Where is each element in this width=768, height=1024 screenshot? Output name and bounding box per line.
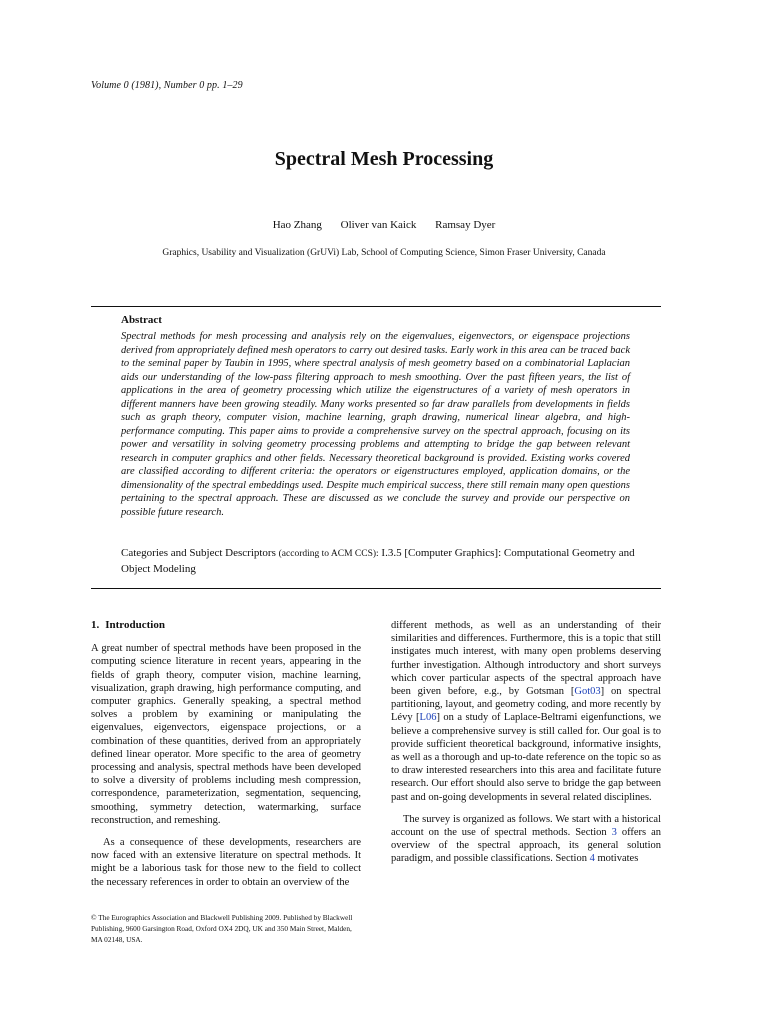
paragraph: As a consequence of these developments, researchers are now faced with an extensive literature on spectral methods. It might be a laborious task for those new to the field to collect the necessary references in order to obtain an overview of the xyxy=(91,837,361,888)
author-name: Hao Zhang xyxy=(272,219,322,231)
section-number: 1. xyxy=(91,619,100,631)
citation-link[interactable]: L06 xyxy=(419,712,437,724)
paper-title: Spectral Mesh Processing xyxy=(274,148,494,170)
affiliation: Graphics, Usability and Visualization (GrUVi) Lab, School of Computing Science, Simon Fraser University, Canada xyxy=(162,248,606,258)
section-heading xyxy=(91,619,361,632)
categories-descriptors xyxy=(121,546,636,577)
left-column xyxy=(91,619,361,898)
right-column xyxy=(391,619,661,875)
author-name: Oliver van Kaick xyxy=(340,219,417,231)
abstract-heading: Abstract xyxy=(121,314,162,326)
paragraph-text: offers an overview of the spectral approach, its general solution paradigm, and possible classifications. Section xyxy=(391,827,661,865)
paragraph-text: different methods, as well as an understanding of their similarities and differences. Furthermore, this is a topic that still instigates much interest, with many open problems deserving further investigation. Although introductory and short surveys which cover particular aspects of the spectral approach have been given before, e.g., by Gotsman [ xyxy=(391,620,661,698)
section-reference-link[interactable]: 3 xyxy=(611,827,617,839)
copyright-footnote: © The Eurographics Association and Blackwell Publishing 2009. Published by Blackwell Publishing, 9600 Garsington Road, Oxford OX4 2DQ, UK and 350 Main Street, Malden, MA 02148, USA. xyxy=(91,913,353,944)
abstract-top-rule xyxy=(91,306,661,307)
section-title: Introduction xyxy=(105,619,165,631)
categories-value: I.3.5 [Computer Graphics]: Computational Geometry and Object Modeling xyxy=(121,547,635,575)
paragraph-text: The survey is organized as follows. We start with a historical account on the use of spectral methods. Section xyxy=(391,813,661,839)
paragraph-text: motivates xyxy=(594,853,639,865)
categories-label: Categories and Subject Descriptors xyxy=(121,547,276,559)
abstract-text: Spectral methods for mesh processing and analysis rely on the eigenvalues, eigenvectors, or eigenspace projections derived from appropriately defined mesh operators to carry out desired tasks. Early work in this area can be traced back to the seminal paper by Taubin in 1995, where spectral analysis of mesh geometry based on a combinatorial Laplacian aids our understanding of the low-pass filtering approach to mesh smoothing. Over the past fifteen years, the list of applications in the area of geometry processing which utilize the eigenstructures of a variety of mesh operators in different manners have been growing steadily. Many works presented so far draw parallels from developments in fields such as graph theory, computer vision, machine learning, graph drawing, numerical linear algebra, and high-performance computing. This paper aims to provide a comprehensive survey on the spectral approach, focusing on its power and versatility in solving geometry processing problems and attempting to bridge the gap between relevant research in computer graphics and other fields. Necessary theoretical background is provided. Existing works covered are classified according to different criteria: the operators or eigenstructures employed, application domains, or the dimensionality of the spectral embeddings used. Despite much empirical success, there still remain many open questions pertaining to the spectral approach. These are discussed as we conclude the survey and provide our perspective on possible future research. xyxy=(121,331,630,518)
paragraph: A great number of spectral methods have been proposed in the computing science literature in recent years, appearing in the fields of graph theory, computer vision, machine learning, visualization, graph drawing, high performance computing, and computer graphics. Generally speaking, a spectral method solves a problem by examining or manipulating the eigenvalues, eigenvectors, eigenspace projections, or a combination of these quantities, derived from an appropriately defined linear operator. More specific to the area of geometry processing and analysis, spectral methods have been developed to solve a diversity of problems including mesh compression, correspondence, parameterization, segmentation, sequencing, smoothing, symmetry detection, watermarking, surface reconstruction, and remeshing. xyxy=(91,643,361,826)
paragraph-text: ] on spectral partitioning, layout, and geometry coding, and more recently by Lévy [ xyxy=(391,686,661,724)
author-name: Ramsay Dyer xyxy=(435,219,496,231)
categories-qualifier: (according to ACM CCS): xyxy=(278,549,379,559)
paragraph-text: ] on a study of Laplace-Beltrami eigenfunctions, we believe a comprehensive survey is still called for. Our goal is to provide sufficient theoretical background, informative insights, as well as a thorough and up-to-date reference on the topic so as to draw interested researchers into this area and facilitate future research. Our effort should also serve to bridge the gap between past and on-going developments in several related disciplines. xyxy=(391,712,661,803)
paragraph xyxy=(391,619,661,804)
abstract-bottom-rule xyxy=(91,588,661,589)
journal-volume-line: Volume 0 (1981), Number 0 pp. 1–29 xyxy=(91,80,243,91)
citation-link[interactable]: Got03 xyxy=(574,686,601,698)
section-reference-link[interactable]: 4 xyxy=(589,853,595,865)
paragraph xyxy=(391,813,661,866)
author-list xyxy=(0,219,768,231)
